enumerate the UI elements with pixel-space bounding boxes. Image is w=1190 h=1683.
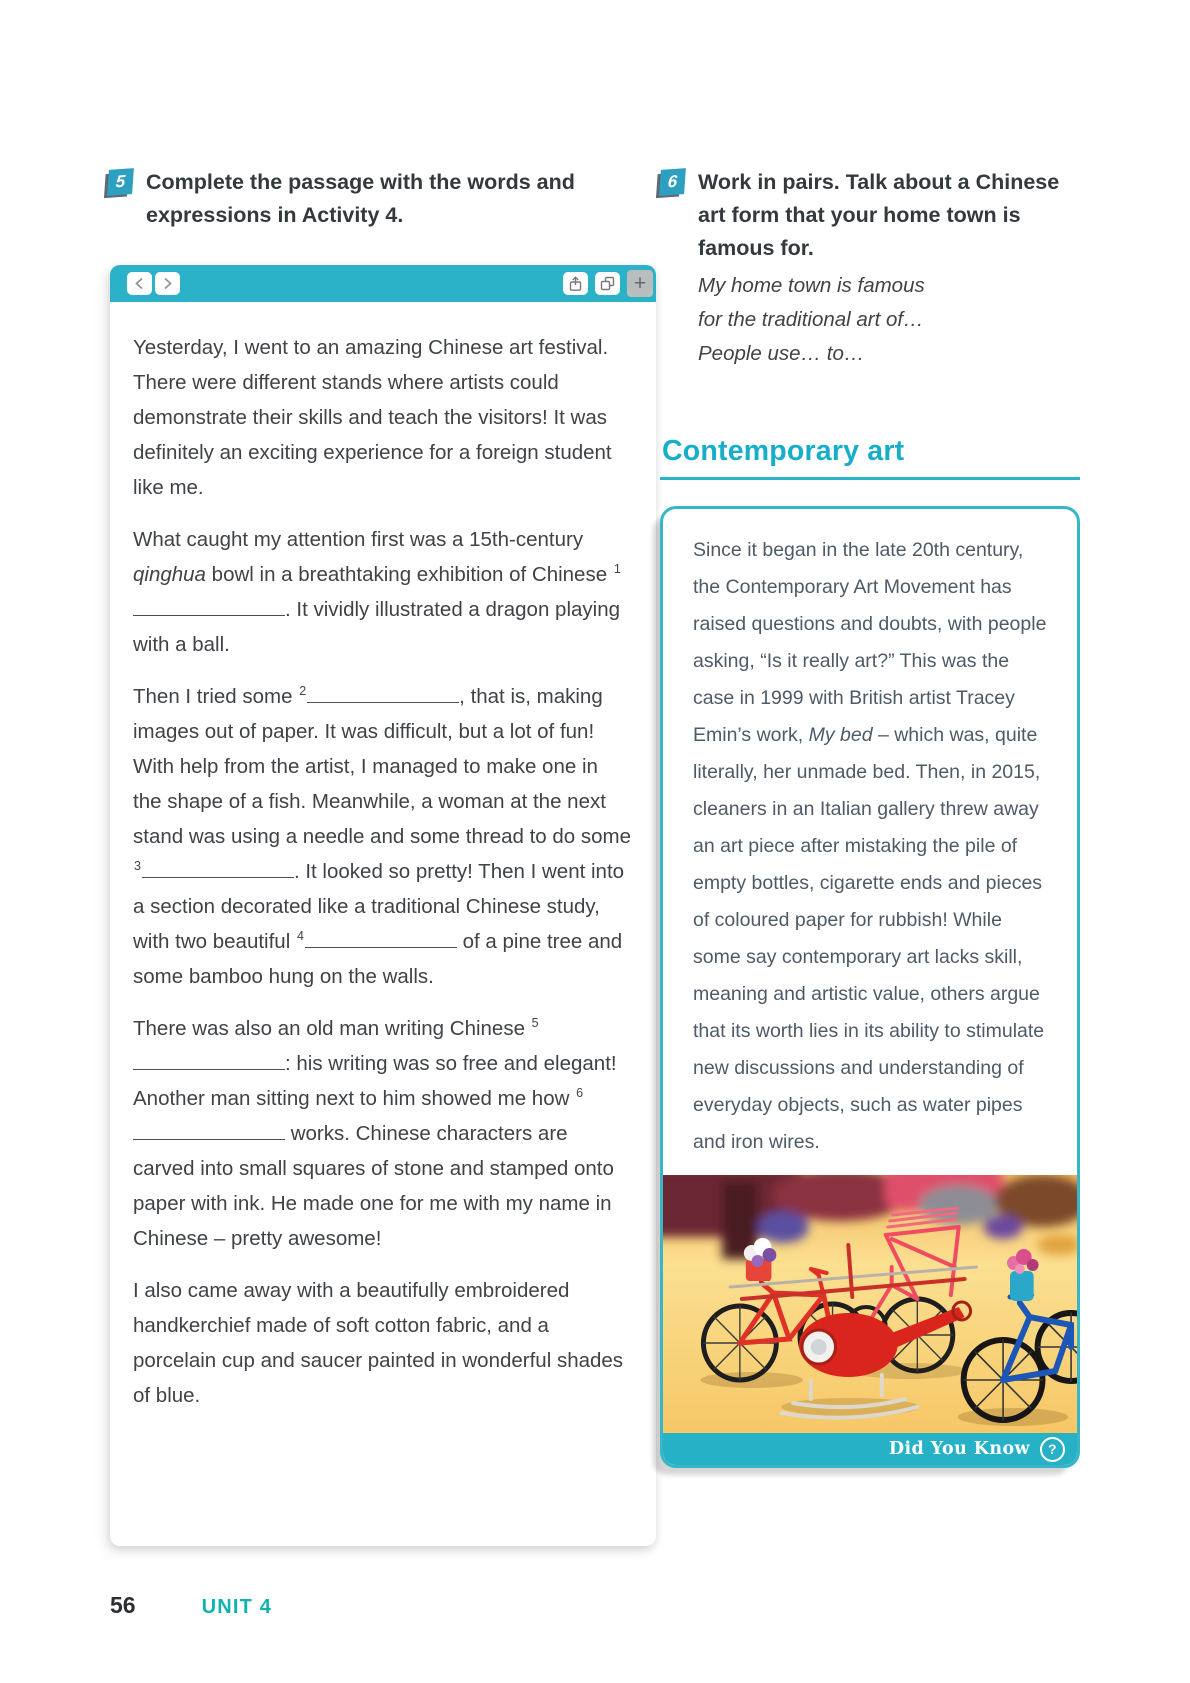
activity5-number-badge: 5 — [107, 168, 134, 196]
toolbar-right-group — [556, 265, 653, 302]
activity6-example-sentences — [698, 269, 1080, 371]
text-run: . It vividly illustrated a dragon playing with a ball. — [133, 598, 621, 656]
text-run: . It looked so pretty! Then I went into a section decorated like a traditional Chinese study, with two beautiful — [133, 860, 625, 953]
fill-in-blank-1 — [133, 605, 285, 616]
back-button[interactable] — [127, 272, 152, 295]
text-run: What caught my attention first was a 15th-century — [133, 528, 584, 551]
activity6-number-badge: 6 — [659, 168, 686, 196]
did-you-know-box — [660, 506, 1080, 1468]
browser-toolbar — [110, 265, 656, 302]
did-you-know-text — [663, 509, 1077, 1175]
text-run: , that is, making images out of paper. It was difficult, but a lot of fun! With help from the artist, I managed to make one in the shape of a fish. Meanwhile, a woman at the next stand was using a needle and some thread to do some — [133, 685, 632, 848]
passage-paragraph-5 — [133, 1273, 632, 1413]
chevron-left-icon — [134, 277, 145, 290]
passage-paragraph-1 — [133, 330, 632, 505]
passage-text — [110, 302, 656, 1413]
question-mark-icon: ? — [1040, 1437, 1065, 1462]
contemporary-art-heading: Contemporary art — [660, 435, 1080, 480]
blank-number: 3 — [134, 859, 141, 874]
activity6-title: Work in pairs. Talk about a Chinese art form that your home town is famous for. — [698, 170, 1060, 260]
duplicate-tab-button[interactable] — [595, 272, 620, 295]
unit-label: UNIT 4 — [201, 1596, 273, 1618]
fill-in-blank-6 — [133, 1129, 285, 1140]
text-run: Since it began in the late 20th century, the Contemporary Art Movement has raised questions and doubts, with people asking, “Is it really art?” This was the case in 1999 with British artist Tracey Emin’s work, — [693, 539, 1047, 746]
activity5-header — [108, 166, 656, 232]
italic-text-run: My bed — [808, 724, 873, 746]
right-column — [660, 166, 1080, 1468]
activity6-header — [660, 166, 1080, 265]
new-tab-button[interactable] — [627, 270, 653, 297]
text-run: bowl in a breathtaking exhibition of Chinese — [205, 563, 613, 586]
blank-number: 6 — [576, 1086, 584, 1101]
text-run: works. Chinese characters are carved into small squares of stone and stamped onto paper with ink. He made one for me with my name in Chinese – pretty awesome! — [133, 1122, 614, 1250]
passage-browser-window — [110, 265, 656, 1546]
fill-in-blank-2 — [307, 692, 459, 703]
left-column — [108, 166, 656, 232]
example-line: for the traditional art of… — [698, 308, 924, 331]
blank-number: 1 — [613, 562, 621, 577]
forward-button[interactable] — [155, 272, 180, 295]
text-run: of a pine tree and some bamboo hung on the walls. — [133, 930, 623, 988]
fill-in-blank-4 — [305, 937, 457, 948]
passage-paragraph-2 — [133, 522, 632, 662]
passage-paragraph-3 — [133, 679, 632, 994]
page-footer — [110, 1592, 272, 1619]
page-number: 56 — [110, 1592, 136, 1618]
wire-toy-models-photo — [663, 1175, 1077, 1433]
fill-in-blank-3 — [142, 867, 294, 878]
plus-icon: + — [633, 272, 647, 295]
text-run: I also came away with a beautifully embroidered handkerchief made of soft cotton fabric, and a porcelain cup and saucer painted in wonderful shades of blue. — [133, 1279, 624, 1407]
text-run: Yesterday, I went to an amazing Chinese art festival. There were different stands where artists could demonstrate their skills and teach the visitors! It was definitely an exciting experience for a foreign student like me. — [133, 336, 612, 499]
text-run: : his writing was so free and elegant! Another man sitting next to him showed me how — [133, 1052, 617, 1110]
text-run: Then I tried some — [133, 685, 299, 708]
chevron-right-icon — [162, 277, 173, 290]
fill-in-blank-5 — [133, 1059, 285, 1070]
italic-text-run: qinghua — [133, 563, 206, 586]
did-you-know-label: Did You Know — [888, 1439, 1030, 1459]
blank-number: 5 — [531, 1016, 539, 1031]
blank-number: 4 — [296, 929, 304, 944]
example-line: People use… to… — [698, 342, 865, 365]
did-you-know-banner — [663, 1433, 1077, 1465]
share-icon — [568, 276, 583, 292]
text-run: – which was, quite literally, her unmade bed. Then, in 2015, cleaners in an Italian gallery threw away an art piece after mistaking the pile of empty bottles, cigarette ends and pieces of coloured paper for rubbish! While some say contemporary art lacks skill, meaning and artistic value, others argue that its worth lies in its ability to stimulate new discussions and understanding of everyday objects, such as water pipes and iron wires. — [693, 724, 1045, 1153]
share-button[interactable] — [563, 272, 588, 295]
passage-paragraph-4 — [133, 1011, 632, 1256]
blank-number: 2 — [299, 684, 307, 699]
overlapping-squares-icon — [600, 276, 615, 291]
example-line: My home town is famous — [698, 274, 925, 297]
text-run: There was also an old man writing Chinese — [133, 1017, 531, 1040]
activity5-title: Complete the passage with the words and expressions in Activity 4. — [146, 170, 575, 227]
